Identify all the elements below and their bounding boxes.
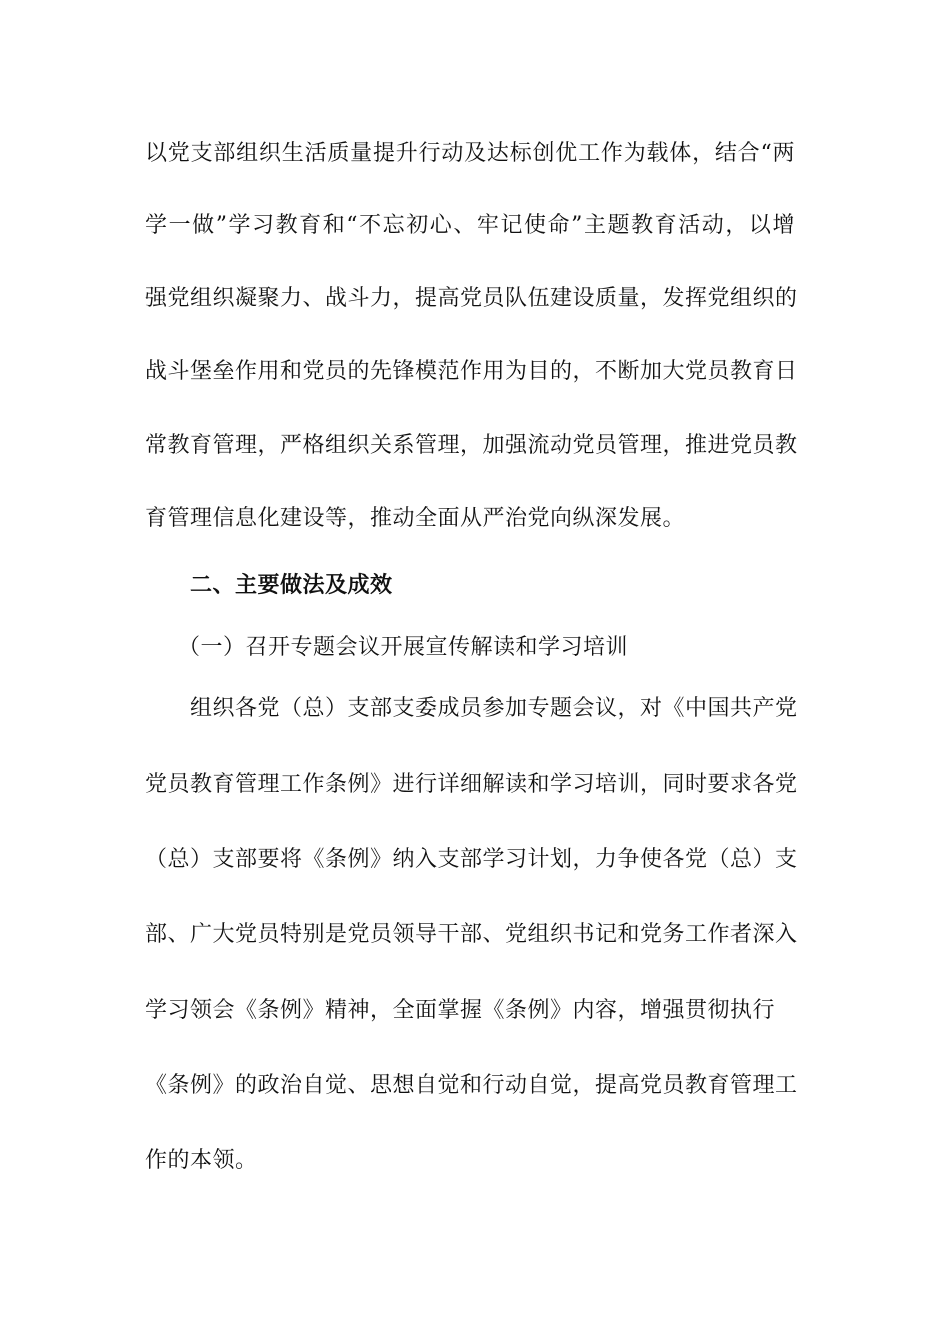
paragraph-1-line-4: 战斗堡垒作用和党员的先锋模范作用为目的，不断加大党员教育日 — [145, 359, 798, 384]
paragraph-1-line-2: 学一做”学习教育和“不忘初心、牢记使命”主题教育活动，以增 — [145, 213, 795, 238]
paragraph-2-line-5: 学习领会《条例》精神，全面掌握《条例》内容，增强贯彻执行 — [145, 998, 776, 1023]
paragraph-2-line-7: 作的本领。 — [145, 1148, 258, 1173]
paragraph-1-line-1: 以党支部组织生活质量提升行动及达标创优工作为载体，结合“两 — [145, 141, 795, 166]
subsection-heading: （一）召开专题会议开展宣传解读和学习培训 — [178, 635, 629, 660]
paragraph-1-line-6: 育管理信息化建设等，推动全面从严治党向纵深发展。 — [145, 506, 686, 531]
paragraph-2-line-6: 《条例》的政治自觉、思想自觉和行动自觉，提高党员教育管理工 — [145, 1073, 798, 1098]
paragraph-2-line-2: 党员教育管理工作条例》进行详细解读和学习培训，同时要求各党 — [145, 772, 798, 797]
paragraph-2-line-1: 组织各党（总）支部支委成员参加专题会议，对《中国共产党 — [190, 696, 798, 721]
paragraph-1-line-3: 强党组织凝聚力、战斗力，提高党员队伍建设质量，发挥党组织的 — [145, 286, 798, 311]
paragraph-1-line-5: 常教育管理，严格组织关系管理，加强流动党员管理，推进党员教 — [145, 433, 798, 458]
section-heading: 二、主要做法及成效 — [190, 573, 393, 598]
paragraph-2-line-4: 部、广大党员特别是党员领导干部、党组织书记和党务工作者深入 — [145, 922, 798, 947]
paragraph-2-line-3: （总）支部要将《条例》纳入支部学习计划，力争使各党（总）支 — [145, 847, 798, 872]
